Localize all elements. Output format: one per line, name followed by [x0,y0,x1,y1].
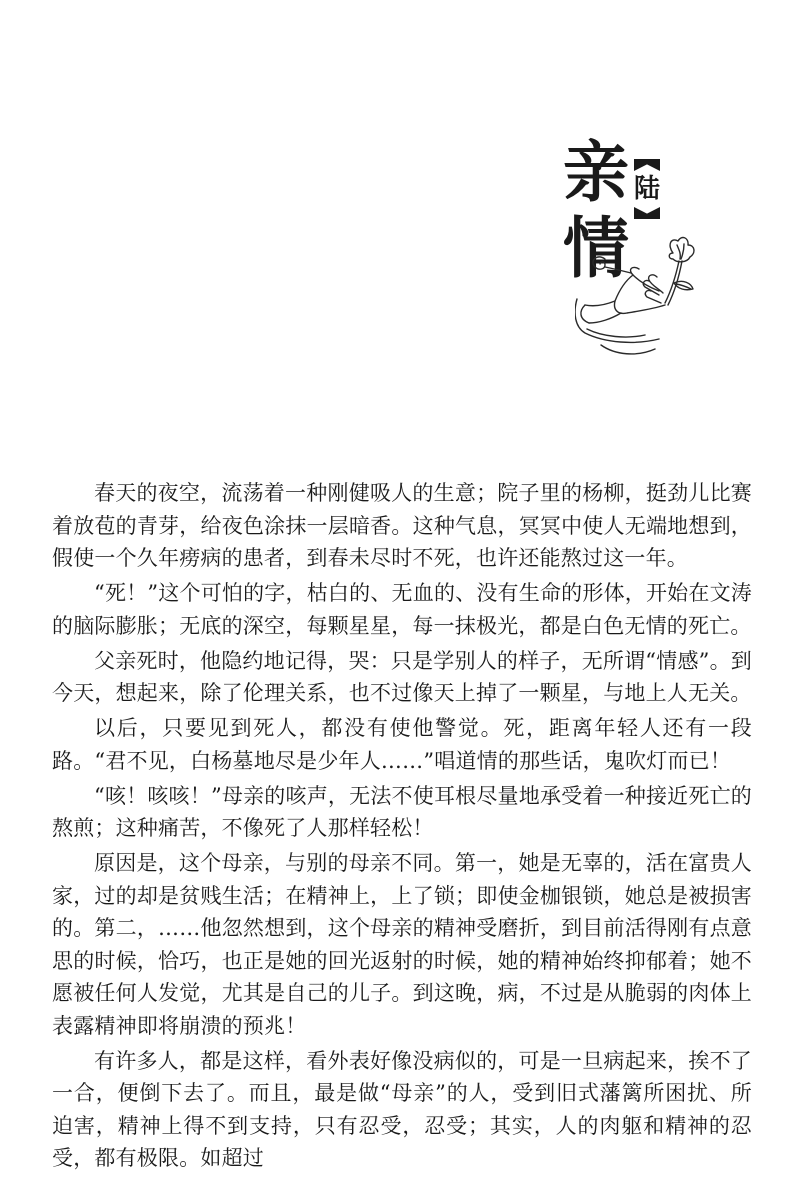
chapter-title-char: 亲 [563,133,629,211]
paragraph: 有许多人，都是这样，看外表好像没病似的，可是一旦病起来，挨不了一合，便倒下去了。而且，最是做“母亲”的人，受到旧式藩篱所困扰、所迫害，精神上得不到支持，只有忍受，忍受；其实，人的肉躯和精神的忍受，都有极限。如超过 [52,1048,752,1170]
paragraph: 以后，只要见到死人，都没有使他警觉。死，距离年轻人还有一段路。“君不见，白杨墓地尽是少年人……”唱道情的那些话，鬼吹灯而已！ [52,716,752,773]
paragraph: “死！”这个可怕的字，枯白的、无血的、没有生命的形体，开始在文涛的脑际膨胀；无底的深空，每颗星星，每一抹极光，都是白色无情的死亡。 [52,581,752,638]
hand-holding-flower-icon [575,233,705,363]
paragraph: 父亲死时，他隐约地记得，哭：只是学别人的样子，无所谓“情感”。到今天，想起来，除了伦理关系，也不过像天上掉了一颗星，与地上人无关。 [52,648,752,705]
chapter-title-char: 情 [563,208,629,287]
chapter-number-label: 陆 [633,174,660,204]
bracket-bottom-icon [634,207,660,219]
bracket-top-icon [634,159,660,171]
chapter-number [632,159,662,219]
paragraph: “咳！咳咳！”母亲的咳声，无法不使耳根尽量地承受着一种接近死亡的熬煎；这种痛苦，不像死了人那样轻松！ [52,783,752,840]
body-text [52,477,752,1175]
paragraph: 春天的夜空，流荡着一种刚健吸人的生意；院子里的杨柳，挺劲儿比赛着放苞的青芽，给夜色涂抹一层暗香。这种气息，冥冥中使人无端地想到，假使一个久年痨病的患者，到春未尽时不死，也许还能熬过这一年。 [52,481,752,570]
paragraph: 原因是，这个母亲，与别的母亲不同。第一，她是无辜的，活在富贵人家，过的却是贫贱生活；在精神上，上了锁；即使金枷银锁，她总是被损害的。第二，……他忽然想到，这个母亲的精神受磨折，到目前活得刚有点意思的时候，恰巧，也正是她的回光返射的时候，她的精神始终抑郁着；她不愿被任何人发觉，尤其是自己的儿子。到这晚，病，不过是从脆弱的肉体上表露精神即将崩溃的预兆！ [52,851,752,1038]
